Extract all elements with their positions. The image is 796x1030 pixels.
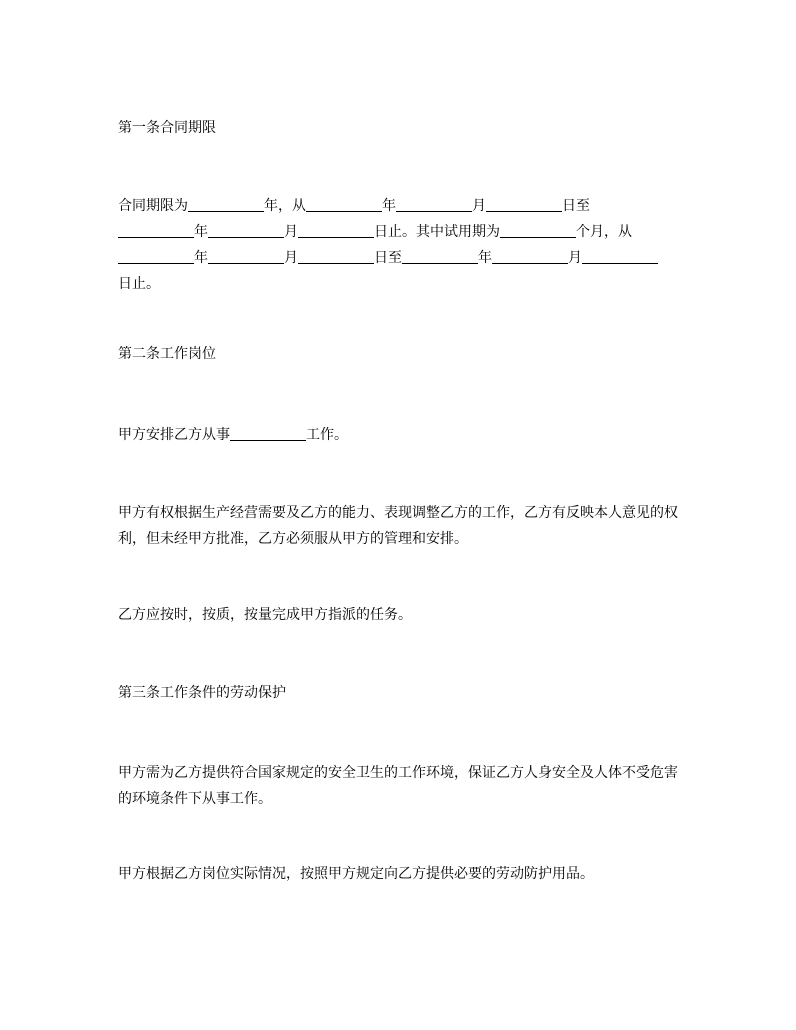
blank-field[interactable] xyxy=(500,221,576,238)
blank-field[interactable] xyxy=(230,424,306,441)
section1-line3: 年 月 日至 年 月 xyxy=(118,245,683,271)
blank-field[interactable] xyxy=(298,221,374,238)
section1-line1: 合同期限为 年，从 年 月 日至 xyxy=(118,193,683,219)
section2-paragraph2: 甲方有权根据生产经营需要及乙方的能力、表现调整乙方的工作，乙方有反映本人意见的权利，但未经甲方批准，乙方必须服从甲方的管理和安排。 xyxy=(118,505,678,547)
blank-field[interactable] xyxy=(402,247,478,264)
section1-title: 第一条合同期限 xyxy=(118,120,216,136)
blank-field[interactable] xyxy=(118,247,194,264)
section2-title: 第二条工作岗位 xyxy=(118,346,216,362)
blank-field[interactable] xyxy=(486,195,562,212)
blank-field[interactable] xyxy=(492,247,568,264)
section1-line4: 日止。 xyxy=(118,276,160,292)
blank-field[interactable] xyxy=(298,247,374,264)
blank-field[interactable] xyxy=(208,221,284,238)
blank-field[interactable] xyxy=(396,195,472,212)
blank-field[interactable] xyxy=(188,195,264,212)
blank-field[interactable] xyxy=(208,247,284,264)
section3-paragraph2: 甲方根据乙方岗位实际情况，按照甲方规定向乙方提供必要的劳动防护用品。 xyxy=(118,866,594,882)
blank-field[interactable] xyxy=(582,247,658,264)
section1-paragraph xyxy=(118,193,683,297)
blank-field[interactable] xyxy=(118,221,194,238)
section1-line2: 年 月 日止。其中试用期为 个月，从 xyxy=(118,219,683,245)
section3-title: 第三条工作条件的劳动保护 xyxy=(118,685,286,701)
section3-paragraph1: 甲方需为乙方提供符合国家规定的安全卫生的工作环境，保证乙方人身安全及人体不受危害的环境条件下从事工作。 xyxy=(118,765,678,807)
section2-paragraph1: 甲方安排乙方从事 工作。 xyxy=(118,422,683,448)
blank-field[interactable] xyxy=(306,195,382,212)
section2-paragraph3: 乙方应按时，按质，按量完成甲方指派的任务。 xyxy=(118,607,412,623)
